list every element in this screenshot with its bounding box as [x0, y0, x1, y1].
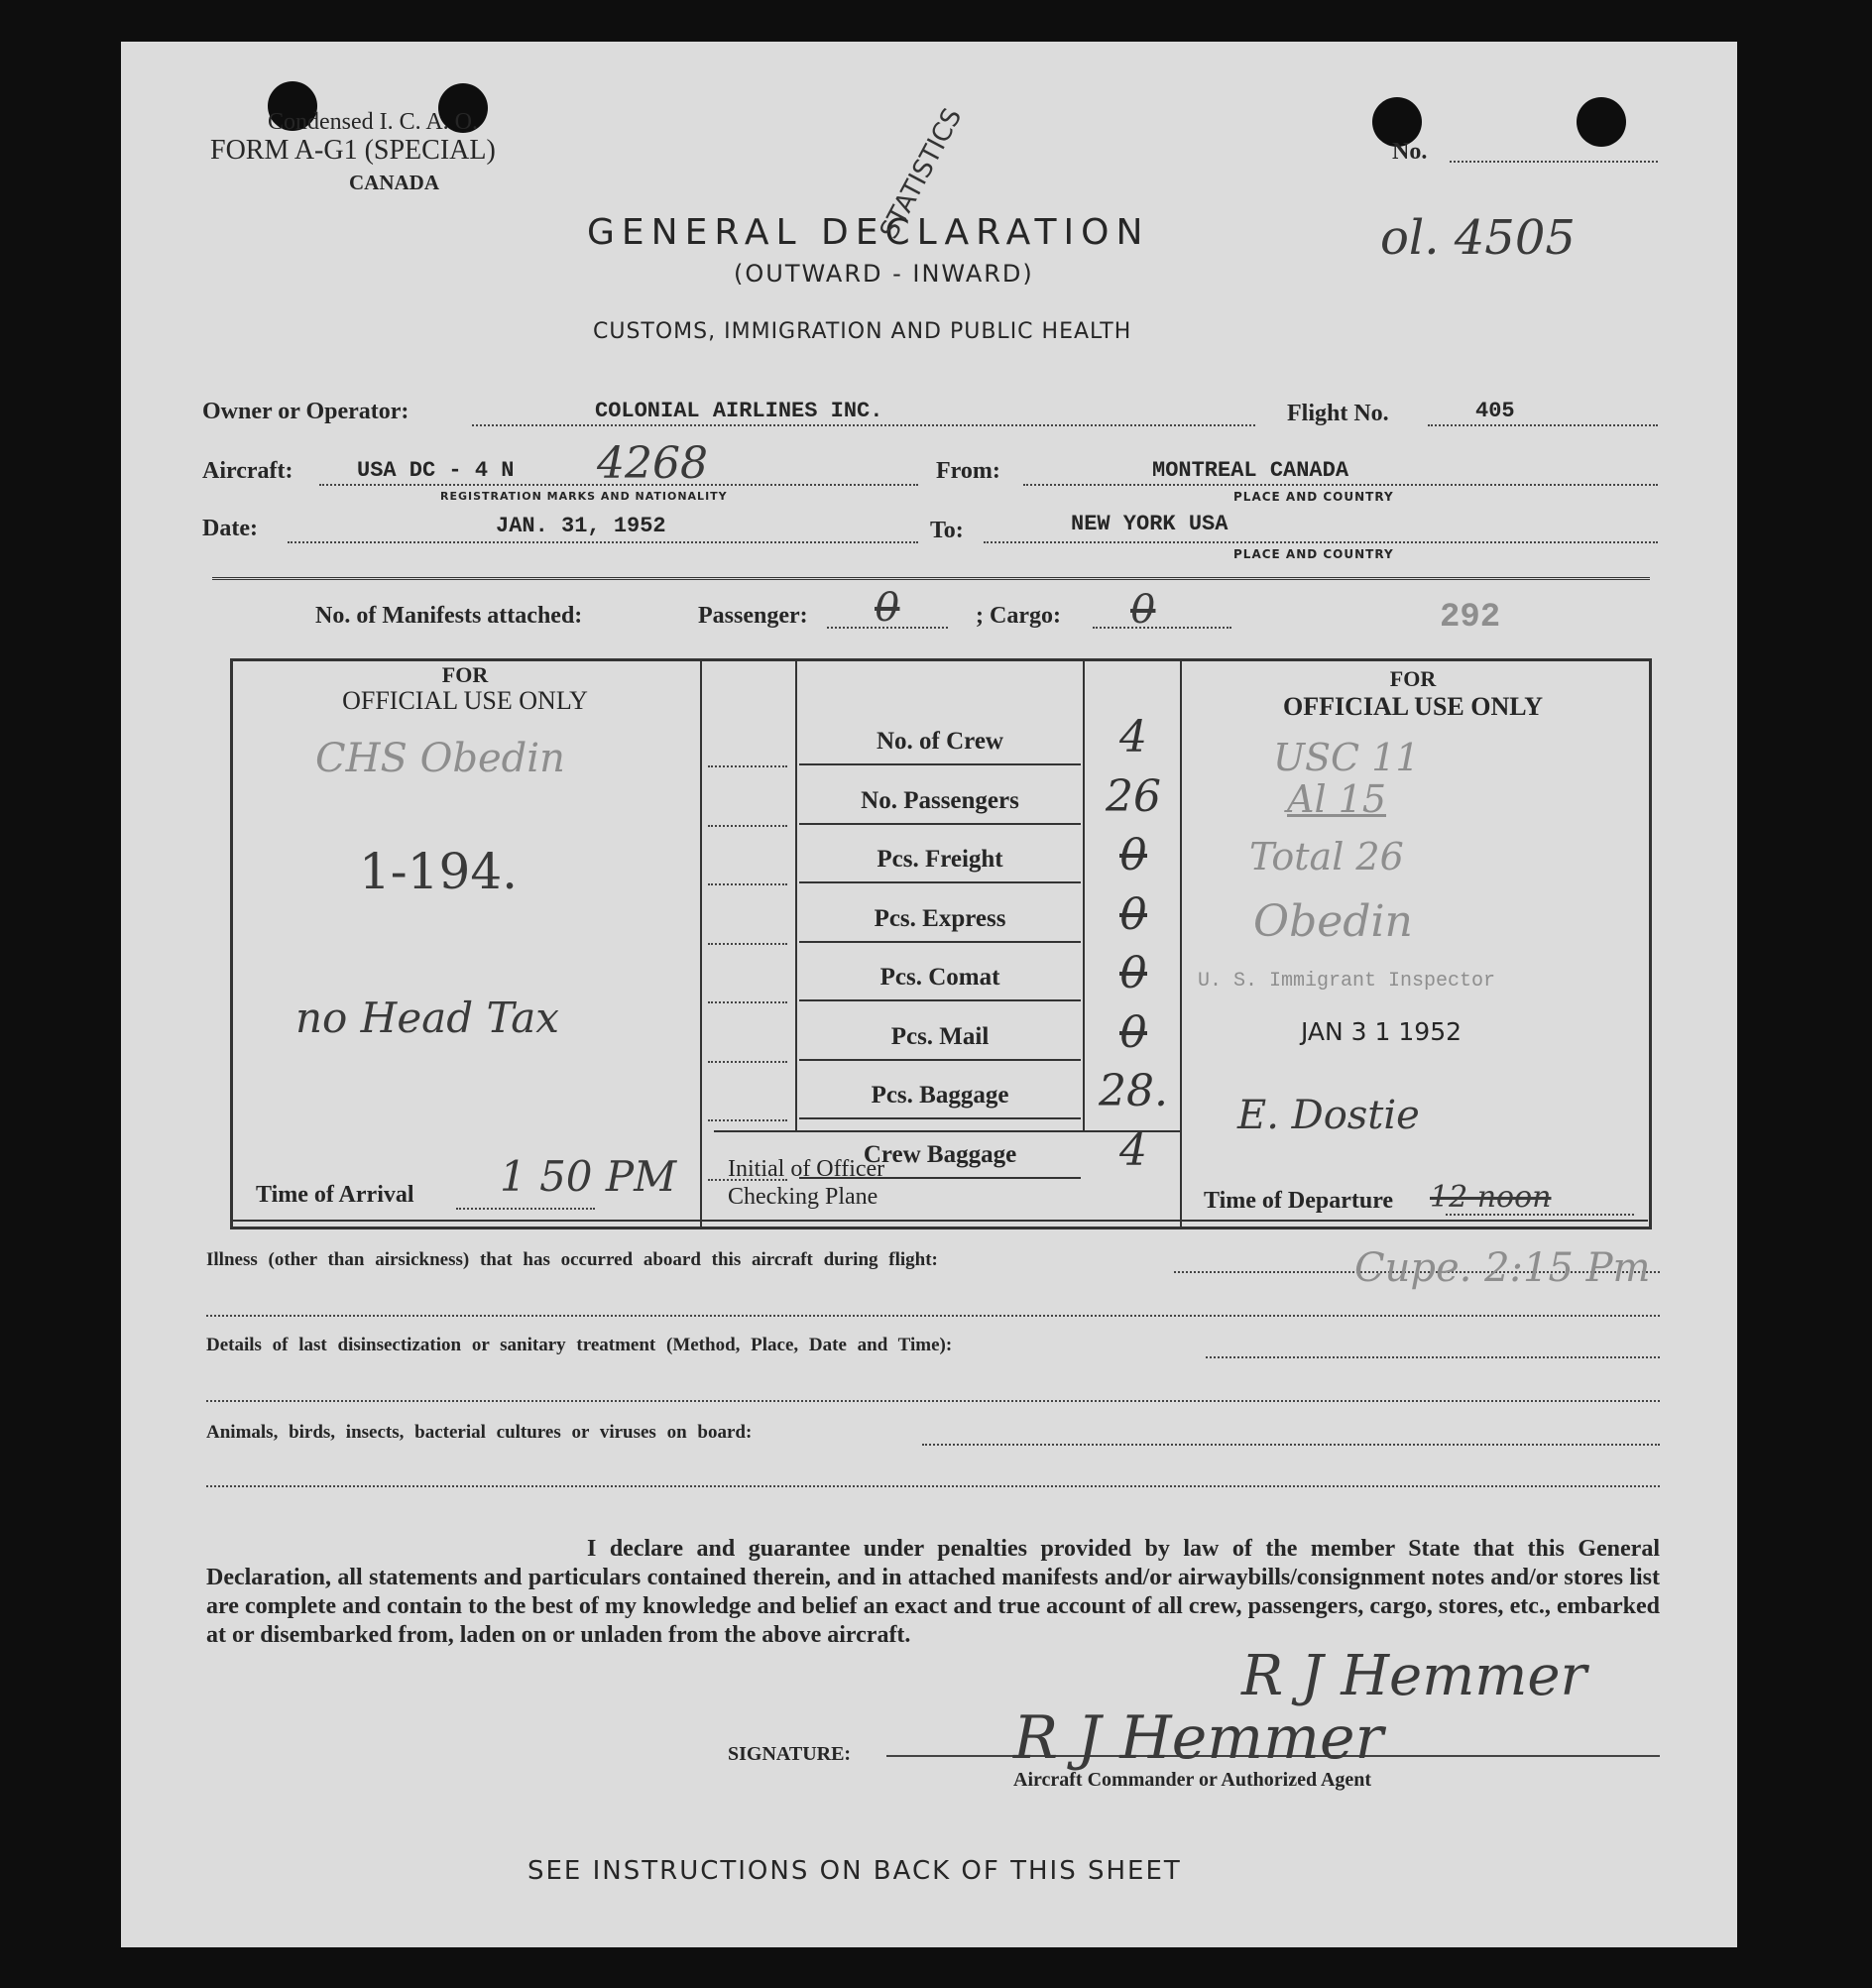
- cargo-manifest-label: ; Cargo:: [976, 603, 1061, 629]
- count-label: Pcs. Express: [874, 904, 1006, 932]
- box-divider-inner: [795, 658, 797, 1130]
- header-separator: [212, 577, 1650, 580]
- left-note-2: 1-194.: [359, 843, 519, 900]
- left-note-1: CHS Obedin: [315, 736, 565, 781]
- owner-label: Owner or Operator:: [202, 399, 410, 424]
- cargo-manifest-value: 0: [1130, 587, 1156, 633]
- condensed-line: Condensed I. C. A. O.: [268, 109, 478, 135]
- box-divider-right: [1180, 658, 1182, 1227]
- aircraft-typed: USA DC - 4 N: [357, 458, 515, 483]
- no-line: [1450, 161, 1658, 163]
- left-for: FOR: [441, 662, 489, 687]
- declaration-sheet: [121, 42, 1737, 1947]
- form-country: CANADA: [349, 171, 439, 194]
- count-rule: [799, 941, 1081, 943]
- right-hand-4: Obedin: [1253, 896, 1413, 947]
- flight-value: 405: [1475, 399, 1515, 423]
- count-label: Crew Baggage: [863, 1140, 1017, 1168]
- passenger-manifest-label: Passenger:: [698, 603, 808, 629]
- right-hand-3: Total 26: [1249, 835, 1404, 878]
- flight-label: Flight No.: [1287, 401, 1389, 426]
- count-value: 0: [1119, 1006, 1147, 1058]
- initial-officer-line-2: Checking Plane: [728, 1184, 878, 1210]
- form-title: GENERAL DECLARATION: [587, 212, 1150, 253]
- illness-hand: Cupe. 2:15 Pm: [1354, 1245, 1651, 1291]
- officer-initial-line: [708, 765, 787, 767]
- to-line: [984, 541, 1658, 543]
- signature-caption: Aircraft Commander or Authorized Agent: [1013, 1769, 1372, 1791]
- count-value: 28.: [1099, 1066, 1168, 1116]
- disinsect-line-2: [206, 1400, 1660, 1402]
- count-label: No. Passengers: [861, 786, 1019, 814]
- departure-value: 12 noon: [1430, 1180, 1552, 1215]
- right-hand-1: USC 11: [1273, 736, 1420, 779]
- count-rule: [799, 1059, 1081, 1061]
- count-value: 26: [1106, 770, 1161, 822]
- aircraft-label: Aircraft:: [202, 458, 293, 484]
- right-official: OFFICIAL USE ONLY: [1283, 692, 1543, 721]
- passenger-manifest-value: 0: [875, 585, 900, 631]
- count-label: Pcs. Mail: [890, 1022, 990, 1050]
- form-subtitle: (OUTWARD - INWARD): [734, 260, 1034, 288]
- from-line: [1023, 484, 1658, 486]
- form-number: FORM A-G1 (SPECIAL): [210, 135, 496, 166]
- count-value: 4: [1119, 712, 1147, 762]
- count-value: 0: [1119, 888, 1147, 940]
- signature-2: R J Hemmer: [1013, 1703, 1384, 1773]
- date-line: [288, 541, 918, 543]
- to-value: NEW YORK USA: [1071, 512, 1228, 536]
- officer-initial-line: [708, 1061, 787, 1063]
- count-value: 0: [1119, 830, 1147, 880]
- disinsect-line-1: [1206, 1356, 1660, 1358]
- count-rule: [799, 1117, 1081, 1119]
- owner-value: COLONIAL AIRLINES INC.: [595, 399, 883, 423]
- count-label: Pcs. Comat: [879, 964, 1000, 991]
- statistics-stamp: STATISTICS: [875, 103, 969, 245]
- aircraft-note: REGISTRATION MARKS AND NATIONALITY: [440, 490, 728, 503]
- cargo-manifest-line: [1093, 627, 1231, 629]
- box-divider-left: [700, 658, 702, 1227]
- to-label: To:: [930, 518, 964, 543]
- flight-line: [1428, 424, 1658, 426]
- illness-label: Illness (other than airsickness) that has occurred aboard this aircraft during flight:: [206, 1249, 938, 1270]
- animals-line-2: [206, 1485, 1660, 1487]
- officer-initial-line: [708, 1001, 787, 1003]
- right-for: FOR: [1389, 666, 1437, 691]
- count-value: 4: [1119, 1124, 1147, 1176]
- count-rule: [799, 881, 1081, 883]
- disinsect-label: Details of last disinsectization or sanitary treatment (Method, Place, Date and Time):: [206, 1335, 953, 1355]
- count-label: Pcs. Baggage: [871, 1082, 1009, 1109]
- date-label: Date:: [202, 516, 258, 541]
- counts-table-bottom: [714, 1130, 1180, 1132]
- count-rule: [799, 999, 1081, 1001]
- aircraft-hand: 4268: [597, 438, 708, 489]
- count-rule: [799, 823, 1081, 825]
- signature-label: SIGNATURE:: [728, 1743, 852, 1765]
- count-rule: [799, 763, 1081, 765]
- declaration-statement: I declare and guarantee under penalties provided by law of the member State that this General Declaration, all statements and particulars contained therein, and in attached manifests and/or airwaybills/consignment notes and/or stores list are complete and contain to the best of my knowledge and belief an exact and true account of all crew, passengers, cargo, stores, etc., embarked at or disembarked from, laden on or unladen from the above aircraft.: [206, 1536, 1660, 1648]
- footer-instructions: SEE INSTRUCTIONS ON BACK OF THIS SHEET: [527, 1856, 1182, 1886]
- inspector-stamp: U. S. Immigrant Inspector: [1198, 970, 1496, 993]
- signature-1: R J Hemmer: [1241, 1644, 1587, 1708]
- to-note: PLACE AND COUNTRY: [1233, 547, 1394, 561]
- count-value: 0: [1119, 948, 1147, 998]
- departure-label: Time of Departure: [1204, 1188, 1394, 1214]
- date-value: JAN. 31, 1952: [496, 514, 666, 538]
- initial-officer-line-1: Initial of Officer: [728, 1156, 885, 1182]
- arrival-label: Time of Arrival: [256, 1182, 414, 1208]
- left-note-3: no Head Tax: [295, 994, 559, 1042]
- from-value: MONTREAL CANADA: [1152, 458, 1349, 483]
- illness-line-2: [206, 1315, 1660, 1317]
- no-value: ol. 4505: [1380, 210, 1576, 266]
- inspector-date-stamp: JAN 3 1 1952: [1301, 1017, 1462, 1046]
- box-bottom-rule: [230, 1220, 1648, 1222]
- stamp-number: 292: [1440, 599, 1501, 637]
- punch-hole: [1577, 97, 1626, 147]
- department-line: CUSTOMS, IMMIGRATION AND PUBLIC HEALTH: [593, 319, 1132, 344]
- officer-initial-line: [708, 1119, 787, 1121]
- officer-initial-line: [708, 825, 787, 827]
- box-divider-value: [1083, 658, 1085, 1130]
- arrival-line: [456, 1208, 595, 1210]
- left-official: OFFICIAL USE ONLY: [342, 686, 588, 715]
- from-label: From:: [936, 458, 1000, 484]
- no-label: No.: [1392, 139, 1428, 165]
- manifests-label: No. of Manifests attached:: [315, 603, 583, 629]
- animals-line-1: [922, 1444, 1660, 1446]
- right-hand-2: Al 15: [1287, 777, 1387, 821]
- animals-label: Animals, birds, insects, bacterial cultures or viruses on board:: [206, 1422, 753, 1443]
- from-note: PLACE AND COUNTRY: [1233, 490, 1394, 504]
- officer-initial-line: [708, 943, 787, 945]
- count-label: No. of Crew: [877, 728, 1003, 755]
- arrival-value: 1 50 PM: [500, 1152, 677, 1201]
- officer-initial-line: [708, 883, 787, 885]
- count-label: Pcs. Freight: [877, 846, 1003, 873]
- owner-line: [472, 424, 1255, 426]
- officer-signature: E. Dostie: [1237, 1093, 1420, 1138]
